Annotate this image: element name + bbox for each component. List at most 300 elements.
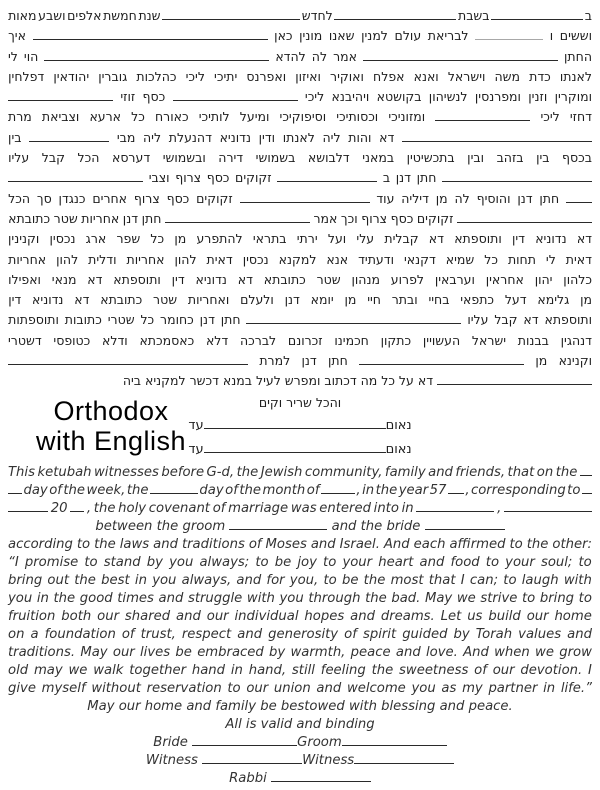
word: devotion. — [520, 662, 583, 678]
word: זקוקים — [196, 190, 233, 206]
word: laugh — [521, 572, 559, 588]
word: guided — [402, 626, 448, 642]
word: כל — [150, 231, 165, 247]
word: כנגדן — [58, 190, 86, 206]
word: דאית — [565, 251, 592, 267]
word: reservation — [146, 680, 222, 696]
word: לנשיהון — [428, 89, 468, 105]
word: כאסמכתא — [139, 332, 195, 348]
word: דהנעלת — [168, 129, 212, 145]
word: ארעא — [89, 109, 122, 125]
text-segment: Groom — [297, 734, 342, 750]
word: you, — [289, 572, 319, 588]
word: דערסא — [111, 150, 151, 166]
word: by — [146, 554, 163, 570]
fill-in-blank — [271, 770, 371, 782]
word: heart — [378, 554, 414, 570]
hebrew-line — [8, 67, 592, 87]
hebrew-line — [8, 371, 592, 391]
word: each — [413, 536, 446, 552]
word: week, — [86, 482, 126, 498]
hebrew-line — [8, 209, 592, 229]
word: יהודאין — [53, 68, 90, 84]
hebrew-line — [8, 87, 592, 107]
word: promise — [24, 554, 79, 570]
word: ו — [549, 28, 554, 44]
word: למרת — [259, 353, 291, 369]
word: זקוקים — [235, 170, 272, 186]
fill-in-blank — [448, 482, 464, 494]
hebrew-line — [8, 107, 592, 127]
word: דנן — [284, 292, 300, 308]
word: לחדש — [301, 8, 333, 23]
word: זוזי — [120, 89, 136, 105]
word: the — [371, 662, 394, 678]
word: ליה — [322, 129, 341, 145]
word: old — [8, 662, 29, 678]
word: with — [563, 572, 592, 588]
word: with — [246, 590, 275, 606]
word: צרוף — [361, 210, 388, 226]
word: שטר — [153, 292, 178, 308]
word: לי — [8, 48, 18, 64]
word: be — [274, 554, 292, 570]
word: נדוניא — [195, 271, 227, 287]
word: והות — [348, 129, 372, 145]
word: of — [248, 536, 262, 552]
english-line — [8, 716, 592, 734]
word: ומזוניכי — [388, 109, 426, 125]
word: welcome — [346, 680, 406, 696]
text-segment: נאום — [385, 417, 412, 433]
text-segment: and the bride — [327, 518, 425, 534]
word: the — [74, 572, 96, 588]
word: נכסין — [49, 231, 76, 247]
word: הכל — [8, 190, 31, 206]
hebrew-line — [8, 290, 592, 310]
sample-style-label — [16, 396, 206, 456]
word: your — [505, 554, 535, 570]
text-segment: Witness — [145, 752, 203, 768]
word: fruition — [8, 608, 56, 624]
fill-in-blank — [33, 29, 268, 40]
word: foundation — [44, 626, 116, 642]
word: וערבאין — [434, 271, 475, 287]
english-line — [8, 482, 592, 500]
word: give — [8, 680, 36, 696]
word: אמר — [313, 210, 338, 226]
hebrew-line — [8, 250, 592, 270]
word: עולם — [394, 28, 422, 44]
word: year — [398, 482, 429, 498]
word: מן — [535, 353, 548, 369]
hebrew-line — [8, 6, 592, 26]
word: וזנין — [528, 89, 548, 105]
word: גלימא — [537, 292, 570, 308]
word: ושבע — [38, 8, 66, 23]
word: כלהון — [563, 271, 592, 287]
word: בבנות — [517, 332, 549, 348]
hebrew-line — [8, 331, 592, 351]
text-segment: עד — [188, 417, 204, 433]
fill-in-blank — [8, 500, 48, 512]
word: מרת — [8, 109, 32, 125]
fill-in-blank — [8, 90, 113, 101]
word: , — [465, 482, 470, 498]
word: traditions — [181, 536, 245, 552]
word: ודלית — [88, 251, 117, 267]
word: for — [266, 572, 285, 588]
word: according — [8, 536, 73, 552]
word: כטופסי — [53, 332, 91, 348]
word: בקושטא — [376, 89, 422, 105]
word: community, — [304, 464, 383, 480]
word: וכך — [340, 210, 358, 226]
word: קבל — [494, 312, 518, 328]
word: דא — [523, 312, 539, 328]
word: דפלחין — [8, 68, 45, 84]
word: And — [463, 644, 489, 660]
word: ב — [584, 8, 592, 23]
word: ואנא — [413, 68, 439, 84]
text-segment: Witness — [302, 752, 355, 768]
word: כדת — [529, 68, 551, 84]
word: דא — [74, 292, 90, 308]
hebrew-line — [8, 148, 592, 168]
word: 20 — [50, 500, 68, 516]
word: embraced — [197, 644, 264, 660]
word: ובין — [467, 150, 485, 166]
word: ודין — [258, 129, 276, 145]
hebrew-line — [8, 270, 592, 290]
fill-in-blank — [192, 734, 297, 746]
word: “I — [8, 554, 19, 570]
word: ודעתיד — [358, 251, 394, 267]
fill-in-blank — [363, 50, 558, 61]
word: the — [526, 536, 549, 552]
fill-in-blank — [173, 90, 298, 101]
fill-in-blank — [8, 171, 143, 182]
word: to — [84, 554, 98, 570]
word: This — [8, 464, 35, 480]
word: and — [567, 626, 592, 642]
word: the — [239, 482, 261, 498]
word: אחרים — [92, 190, 128, 206]
word: ואיזון — [295, 68, 321, 84]
word: קבל — [41, 150, 65, 166]
text-segment: May our home and family be bestowed with blessing and peace. — [87, 698, 513, 714]
word: הוי — [23, 48, 39, 64]
hebrew-line — [8, 229, 592, 249]
word: be — [175, 644, 192, 660]
word: לאנתו — [282, 129, 315, 145]
english-line — [8, 734, 592, 752]
word: trust, — [140, 626, 176, 642]
english-line — [8, 626, 592, 644]
word: כתובתא — [100, 292, 143, 308]
word: the — [94, 536, 116, 552]
word: and — [310, 536, 336, 552]
word: walk — [93, 662, 124, 678]
word: דנן — [122, 210, 139, 226]
fill-in-blank — [204, 417, 386, 428]
word: דין — [511, 231, 525, 247]
word: יתיכי — [214, 68, 238, 84]
english-line — [8, 536, 592, 554]
text-segment: Rabbi — [229, 770, 271, 786]
word: גוברין — [98, 68, 128, 84]
word: when — [494, 644, 530, 660]
word: והוסיף — [476, 190, 511, 206]
word: דלא — [205, 332, 229, 348]
word: of — [306, 482, 320, 498]
word: לה — [454, 190, 470, 206]
word: our — [526, 608, 549, 624]
word: the — [93, 500, 116, 516]
word: and — [236, 572, 262, 588]
word: מן — [174, 231, 187, 247]
word: להתפרע — [196, 231, 243, 247]
word: להון — [174, 251, 197, 267]
word: you — [152, 572, 177, 588]
word: to — [503, 572, 517, 588]
word: כתובתא — [8, 210, 51, 226]
word: וששים — [559, 28, 592, 44]
fill-in-blank — [165, 212, 310, 223]
word: , — [356, 482, 361, 498]
word: day — [199, 482, 224, 498]
word: כאן — [274, 28, 293, 44]
word: into — [373, 500, 399, 516]
word: as — [441, 680, 457, 696]
english-line — [8, 500, 592, 518]
fill-in-blank — [580, 464, 592, 476]
word: נדוניא — [32, 292, 64, 308]
word: marriage — [228, 500, 289, 516]
word: דא — [87, 271, 103, 287]
word: מן — [580, 292, 592, 308]
word: us — [467, 608, 483, 624]
word: עלי — [356, 231, 375, 247]
word: ועל — [327, 231, 347, 247]
word: שנת — [138, 8, 161, 23]
word: hand, — [248, 662, 287, 678]
word: ותוספתא — [113, 271, 161, 287]
word: build — [488, 608, 521, 624]
word: we — [456, 590, 476, 606]
word: ארג — [85, 231, 107, 247]
word: in — [401, 500, 414, 516]
word: life.” — [560, 680, 592, 696]
word: of — [49, 482, 62, 498]
word: חתן — [539, 190, 560, 206]
word: and — [419, 554, 445, 570]
word: מן — [344, 292, 357, 308]
word: my — [462, 680, 483, 696]
word: that — [507, 464, 535, 480]
word: before — [161, 464, 205, 480]
word: traditions. — [8, 644, 76, 660]
word: our — [97, 608, 119, 624]
word: our — [492, 662, 515, 678]
word: דקנאי — [403, 251, 436, 267]
word: אחראין — [485, 271, 524, 287]
word: struggle — [187, 590, 243, 606]
word: לה — [311, 48, 328, 64]
word: מבי — [116, 129, 136, 145]
word: both — [61, 608, 92, 624]
word: through — [308, 590, 361, 606]
word: your — [342, 554, 373, 570]
english-line — [8, 518, 592, 536]
word: hopes — [304, 608, 345, 624]
fill-in-blank — [342, 734, 447, 746]
word: the — [236, 464, 259, 480]
fill-in-blank — [437, 374, 592, 385]
word: in — [134, 572, 147, 588]
word: and — [316, 680, 342, 696]
text-segment: דא על כל מה דכתוב ומפרש לעיל במנא דכשר למקניא ביה — [122, 373, 437, 389]
fill-in-blank — [150, 482, 198, 494]
word: other: — [552, 536, 592, 552]
word: וסיפוקיכי — [279, 109, 327, 125]
word: may — [33, 662, 63, 678]
fill-in-blank — [504, 500, 592, 512]
word: להון — [56, 251, 79, 267]
fill-in-blank — [334, 9, 456, 20]
fill-in-blank — [475, 29, 543, 40]
fill-in-blank — [457, 212, 592, 223]
hebrew-line — [8, 351, 592, 371]
word: דין — [8, 292, 22, 308]
word: Let — [440, 608, 462, 624]
word: the — [375, 482, 398, 498]
word: and — [395, 644, 421, 660]
word: למקנא — [278, 251, 317, 267]
word: holy — [118, 500, 147, 516]
word: still — [291, 662, 315, 678]
word: קבלית — [384, 231, 419, 247]
word: נדוניא — [535, 231, 567, 247]
sample-style-label-line1: Orthodox — [53, 396, 169, 426]
word: laws — [119, 536, 150, 552]
word: and — [237, 626, 263, 642]
fill-in-blank — [442, 171, 592, 182]
word: you — [411, 680, 436, 696]
word: דנן — [199, 312, 215, 328]
text-segment: Bride — [153, 734, 193, 750]
fill-in-blank — [416, 500, 494, 512]
word: וקנינא — [558, 353, 592, 369]
english-line — [8, 572, 592, 590]
word: צרוף — [133, 190, 160, 206]
word: ולעלם — [240, 292, 274, 308]
word: תחות — [507, 251, 536, 267]
word: מונין — [299, 28, 323, 44]
word: to — [323, 554, 337, 570]
word: ומפרנסין — [474, 89, 521, 105]
word: עליו — [467, 312, 489, 328]
word: ובתר — [391, 292, 418, 308]
word: אחריות — [81, 210, 120, 226]
word: במאני — [362, 150, 395, 166]
word: and — [176, 608, 201, 624]
word: כתובות — [64, 312, 102, 328]
word: ליכי — [185, 68, 205, 84]
word: וישראל — [447, 68, 486, 84]
fill-in-blank — [491, 9, 583, 20]
word: our — [206, 608, 229, 624]
word: to — [485, 554, 500, 570]
word: כסף — [390, 210, 414, 226]
word: the — [555, 464, 578, 480]
word: entered — [319, 500, 371, 516]
word: generosity — [268, 626, 339, 642]
word: affirmed — [449, 536, 506, 552]
english-line — [8, 464, 592, 482]
word: דחזי — [569, 109, 592, 125]
word: stand — [103, 554, 141, 570]
fill-in-blank — [582, 482, 592, 494]
word: כתפאי — [460, 292, 495, 308]
text-segment: All is valid and binding — [225, 716, 375, 732]
word: Israel. — [339, 536, 380, 552]
word: our — [112, 644, 135, 660]
word: כחומר — [160, 312, 194, 328]
word: feeling — [320, 662, 366, 678]
word: partner — [488, 680, 538, 696]
word: ליכי — [540, 109, 560, 125]
word: covenant — [148, 500, 210, 516]
word: by — [453, 626, 470, 642]
word: the — [63, 482, 86, 498]
word: הכל — [77, 150, 100, 166]
word: כסף — [206, 170, 230, 186]
word: חתן — [141, 210, 162, 226]
word: bad. — [391, 590, 421, 606]
word: the — [365, 590, 387, 606]
word: 57 — [429, 482, 447, 498]
word: בחיי — [428, 292, 450, 308]
word: כסף — [166, 190, 190, 206]
word: עליו — [8, 150, 30, 166]
word: חמשת — [103, 8, 137, 23]
word: I — [460, 572, 465, 588]
word: וכסותיכי — [336, 109, 379, 125]
english-line — [8, 680, 592, 698]
word: מאות — [8, 8, 37, 23]
english-line — [8, 590, 592, 608]
hebrew-line — [8, 128, 592, 148]
word: G-d, — [206, 464, 235, 480]
word: to — [255, 554, 269, 570]
word: shared — [124, 608, 171, 624]
word: לי — [545, 251, 556, 267]
word: peace — [350, 644, 391, 660]
word: family — [384, 464, 426, 480]
word: May — [424, 590, 453, 606]
word: ישראל — [471, 332, 507, 348]
word: נדוניא — [219, 129, 251, 145]
word: שפר — [116, 231, 141, 247]
word: grow — [559, 644, 592, 660]
word: חכמינו — [334, 332, 369, 348]
word: כתקון — [380, 332, 412, 348]
word: was — [290, 500, 317, 516]
word: values — [518, 626, 562, 642]
word: ליכי — [304, 89, 325, 105]
word: דנן — [301, 353, 317, 369]
